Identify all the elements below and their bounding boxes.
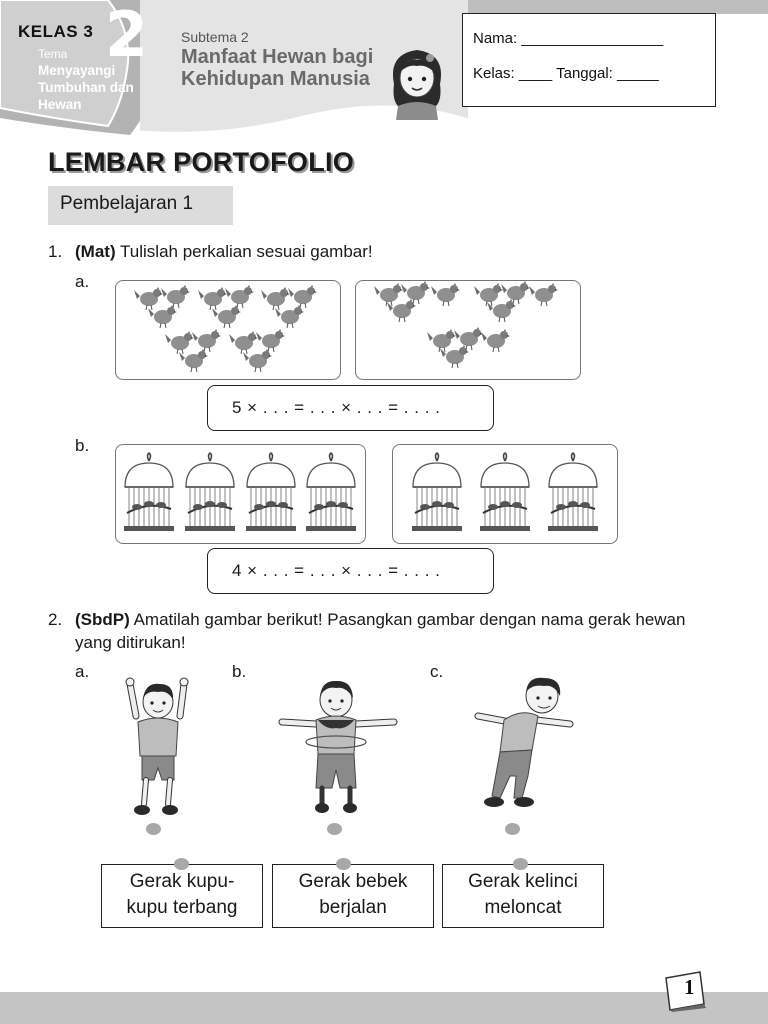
- item-1b-letter: b.: [75, 436, 90, 455]
- subtema-label: Subtema 2: [181, 29, 249, 45]
- chicken-icons: [116, 281, 340, 379]
- question-1-text: [75, 240, 373, 263]
- chicken-group-panel-left: [115, 280, 341, 380]
- child-bending-illustration: [470, 676, 580, 822]
- child-arms-out-illustration: [276, 676, 402, 822]
- question-1-instruction: Tulislah perkalian sesuai gambar!: [115, 242, 373, 261]
- tema-label: Tema: [38, 47, 68, 61]
- option-kelinci-meloncat[interactable]: [442, 864, 604, 928]
- chicken-group-panel-right: [355, 280, 581, 380]
- question-2-instruction: Amatilah gambar berikut! Pasangkan gambar dengan nama gerak hewan yang ditirukan!: [75, 610, 686, 652]
- item-1a-letter: a.: [75, 272, 90, 291]
- tema-title: Menyayangi Tumbuhan dan Hewan: [38, 63, 134, 112]
- student-identity-box: [462, 13, 716, 107]
- chicken-icons: [356, 281, 580, 379]
- match-dot-option-1[interactable]: [174, 858, 189, 870]
- question-1-number: 1.: [48, 242, 63, 261]
- option-1-line-2: kupu terbang: [126, 897, 238, 918]
- item-2c-letter: c.: [430, 662, 444, 681]
- birdcage-icons: [393, 445, 617, 543]
- option-bebek-berjalan[interactable]: [272, 864, 434, 928]
- subtitle: Pembelajaran 1: [60, 193, 194, 214]
- page-title: LEMBAR PORTOFOLIO: [48, 147, 355, 177]
- option-3-line-2: meloncat: [484, 897, 562, 918]
- nama-field[interactable]: Nama: _________________: [473, 30, 664, 47]
- birdcage-icons: [116, 445, 365, 543]
- question-2-subject: (SbdP): [75, 610, 130, 629]
- equation-1b[interactable]: 4 × . . . = . . . × . . . = . . . .: [232, 561, 441, 580]
- match-dot-option-3[interactable]: [513, 858, 528, 870]
- birdcage-panel-left: [115, 444, 366, 544]
- item-2b-letter: b.: [232, 662, 247, 681]
- kelas-tanggal-field[interactable]: Kelas: ____ Tanggal: _____: [473, 65, 659, 82]
- match-dot-c[interactable]: [505, 823, 520, 835]
- option-1-line-1: Gerak kupu-: [129, 871, 235, 892]
- option-3-line-1: Gerak kelinci: [468, 871, 578, 892]
- option-2-line-2: berjalan: [319, 897, 387, 918]
- child-arms-up-illustration: [118, 676, 198, 822]
- question-2-number: 2.: [48, 610, 63, 629]
- option-kupu-kupu-terbang[interactable]: [101, 864, 263, 928]
- match-dot-option-2[interactable]: [336, 858, 351, 870]
- girl-mascot-icon: [386, 44, 448, 120]
- match-dot-a[interactable]: [146, 823, 161, 835]
- equation-1a[interactable]: 5 × . . . = . . . × . . . = . . . .: [232, 398, 441, 417]
- item-2a-letter: a.: [75, 662, 90, 681]
- kelas-label: KELAS 3: [18, 22, 94, 41]
- subtema-title: Manfaat Hewan bagi Kehidupan Manusia: [181, 46, 374, 90]
- option-2-line-1: Gerak bebek: [298, 871, 408, 892]
- question-2-text: [75, 608, 715, 654]
- footer-band: [0, 992, 768, 1024]
- birdcage-panel-right: [392, 444, 618, 544]
- tema-number: 2: [105, 0, 149, 71]
- match-dot-b[interactable]: [327, 823, 342, 835]
- question-1-subject: (Mat): [75, 242, 116, 261]
- page-number: 1: [684, 975, 695, 999]
